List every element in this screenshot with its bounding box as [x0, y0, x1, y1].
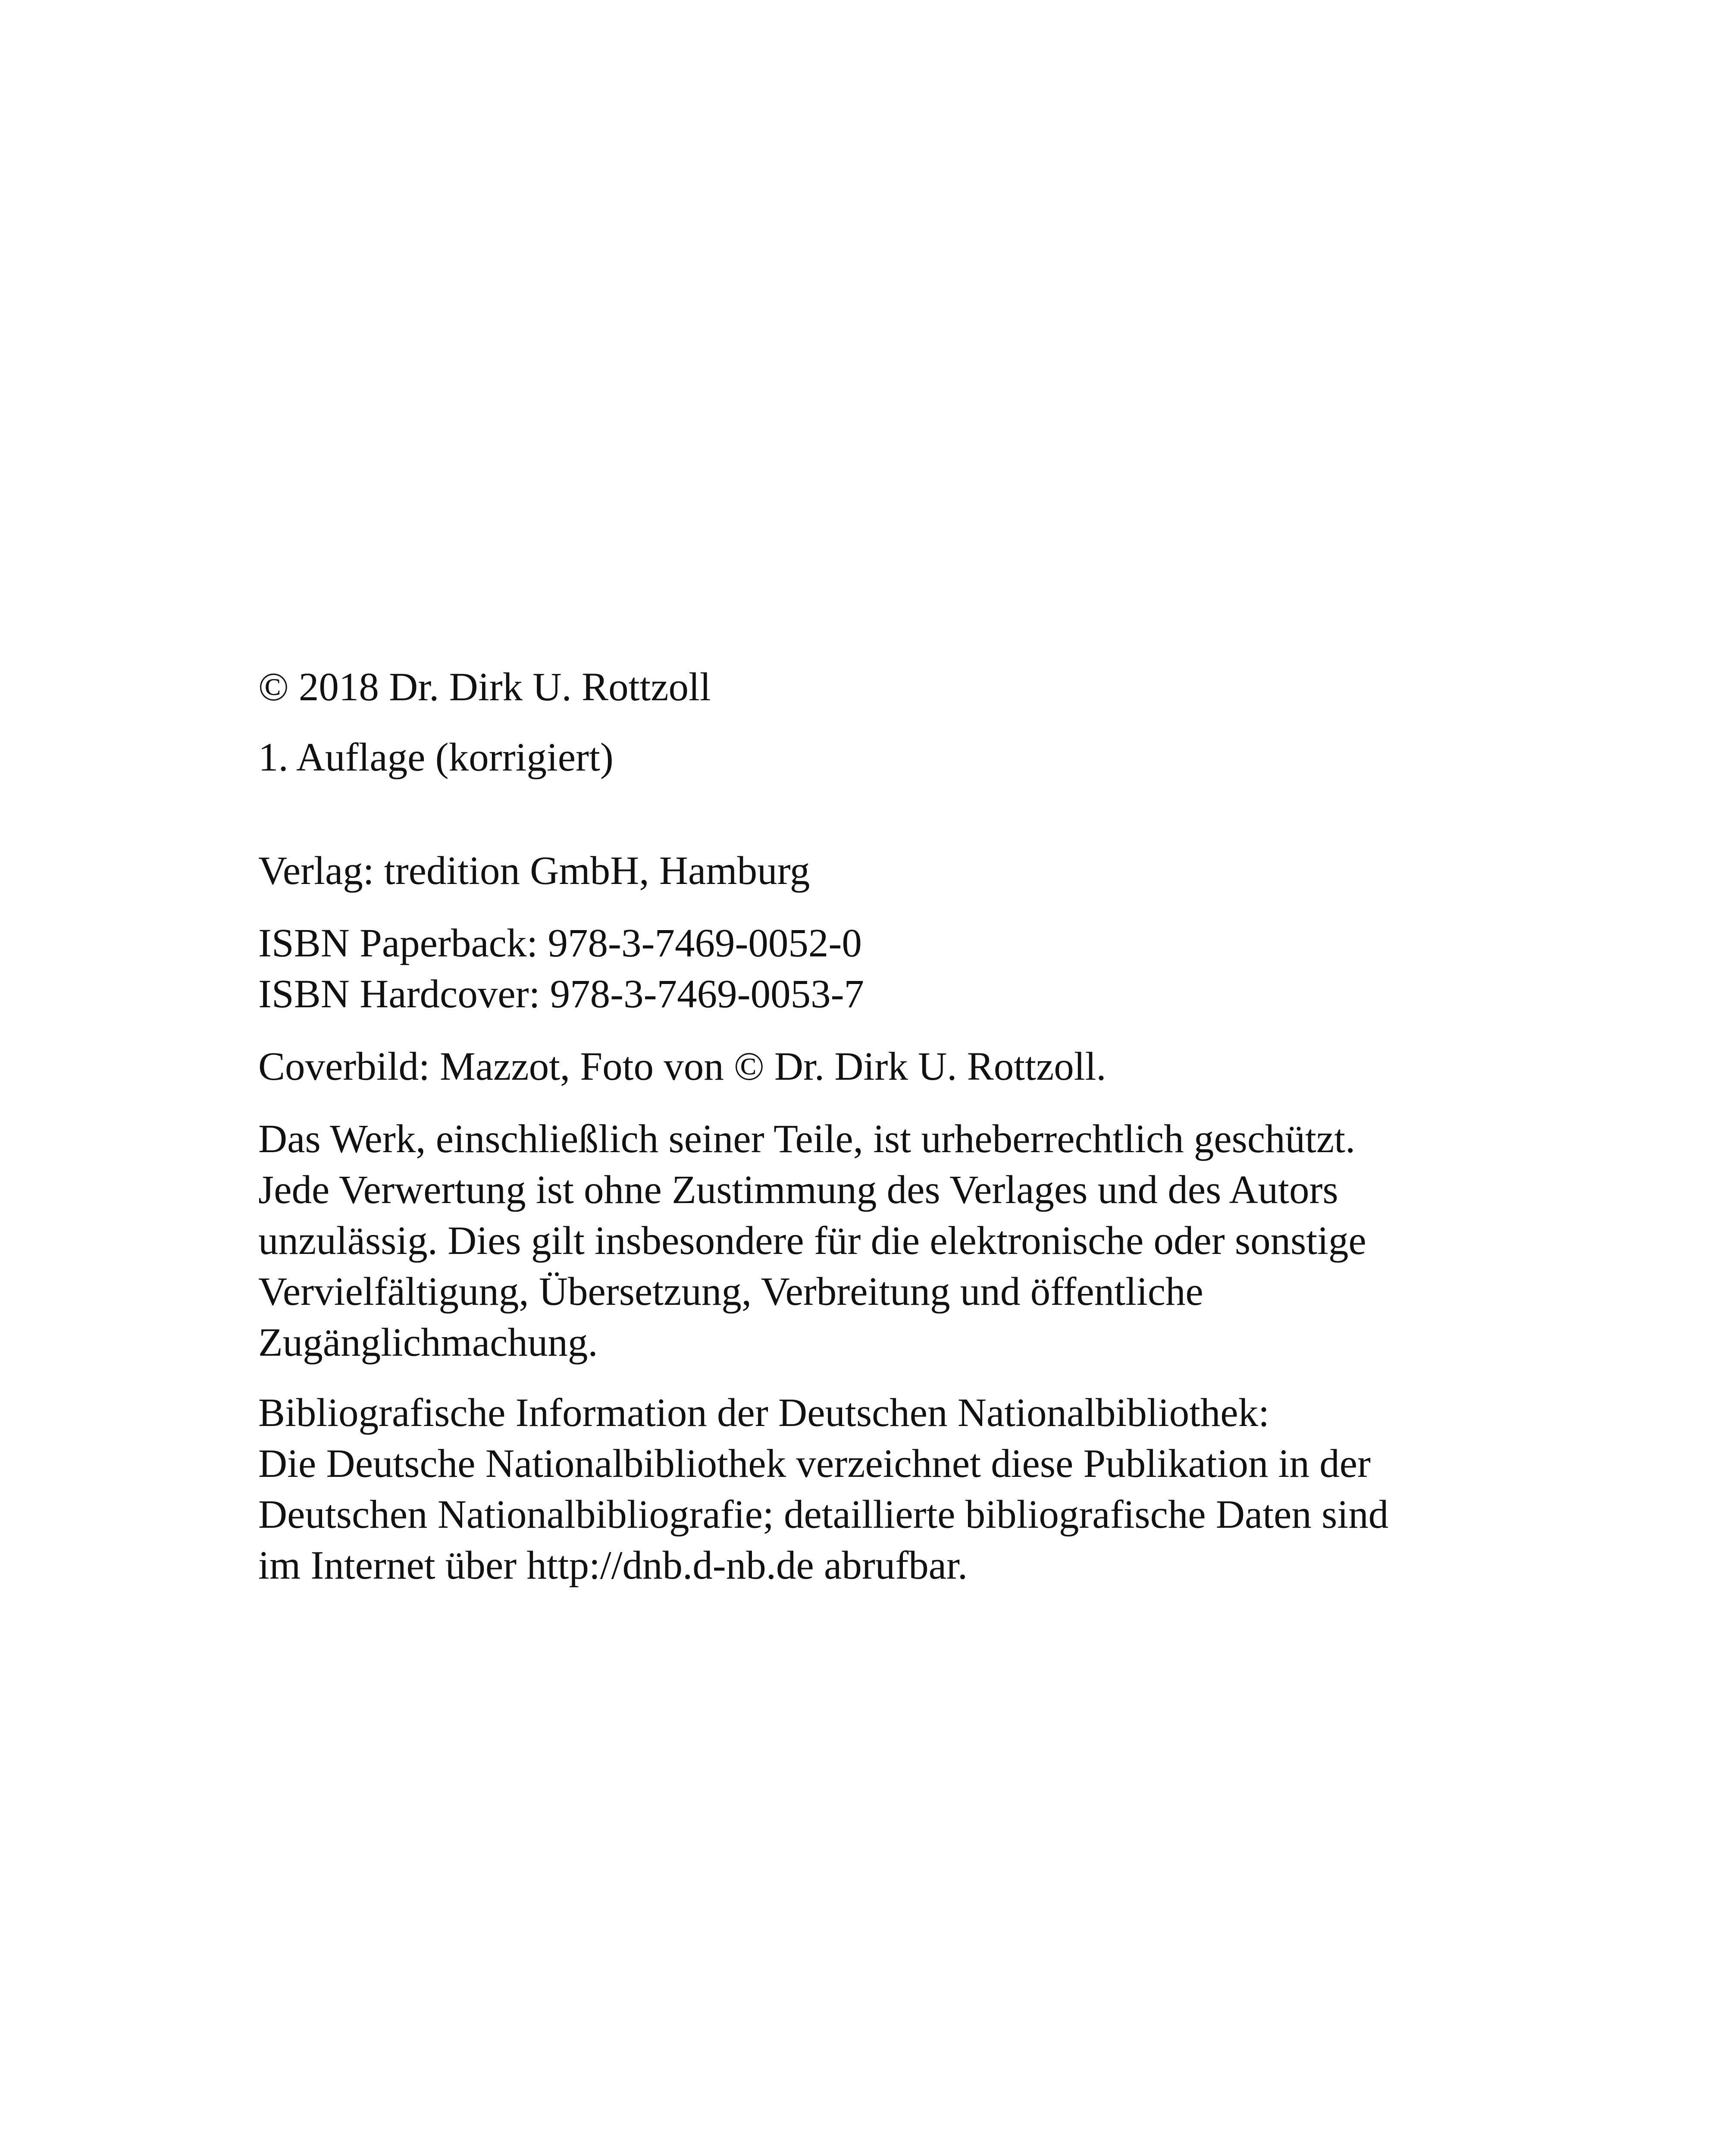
edition-line: 1. Auflage (korrigiert) [258, 735, 614, 780]
rights-line: Das Werk, einschließlich seiner Teile, ist urheberrechtlich geschützt. [258, 1117, 1356, 1161]
isbn-hardcover-line: ISBN Hardcover: 978-3-7469-0053-7 [258, 972, 864, 1016]
rights-line: Vervielfältigung, Übersetzung, Verbreitung und öffentliche [258, 1269, 1203, 1314]
rights-line: Jede Verwertung ist ohne Zustimmung des Verlages und des Autors [258, 1168, 1338, 1212]
bibliographic-line: Deutschen Nationalbibliografie; detaillierte bibliografische Daten sind [258, 1492, 1389, 1537]
publisher-line: Verlag: tredition GmbH, Hamburg [258, 849, 810, 893]
isbn-paperback-line: ISBN Paperback: 978-3-7469-0052-0 [258, 921, 862, 965]
rights-line: unzulässig. Dies gilt insbesondere für die elektronische oder sonstige [258, 1219, 1366, 1263]
imprint-block [258, 662, 1552, 1591]
rights-line: Zugänglichmachung. [258, 1320, 598, 1365]
cover-image-credit: Coverbild: Mazzot, Foto von © Dr. Dirk U. Rottzoll. [258, 1044, 1106, 1089]
rights-notice [258, 1114, 1552, 1368]
copyright-line: © 2018 Dr. Dirk U. Rottzoll [258, 665, 711, 709]
bibliographic-notice [258, 1388, 1552, 1591]
bibliographic-line: im Internet über http://dnb.d-nb.de abrufbar. [258, 1543, 968, 1588]
bibliographic-line: Die Deutsche Nationalbibliothek verzeichnet diese Publikation in der [258, 1442, 1371, 1486]
bibliographic-line: Bibliografische Information der Deutschen Nationalbibliothek: [258, 1391, 1270, 1435]
